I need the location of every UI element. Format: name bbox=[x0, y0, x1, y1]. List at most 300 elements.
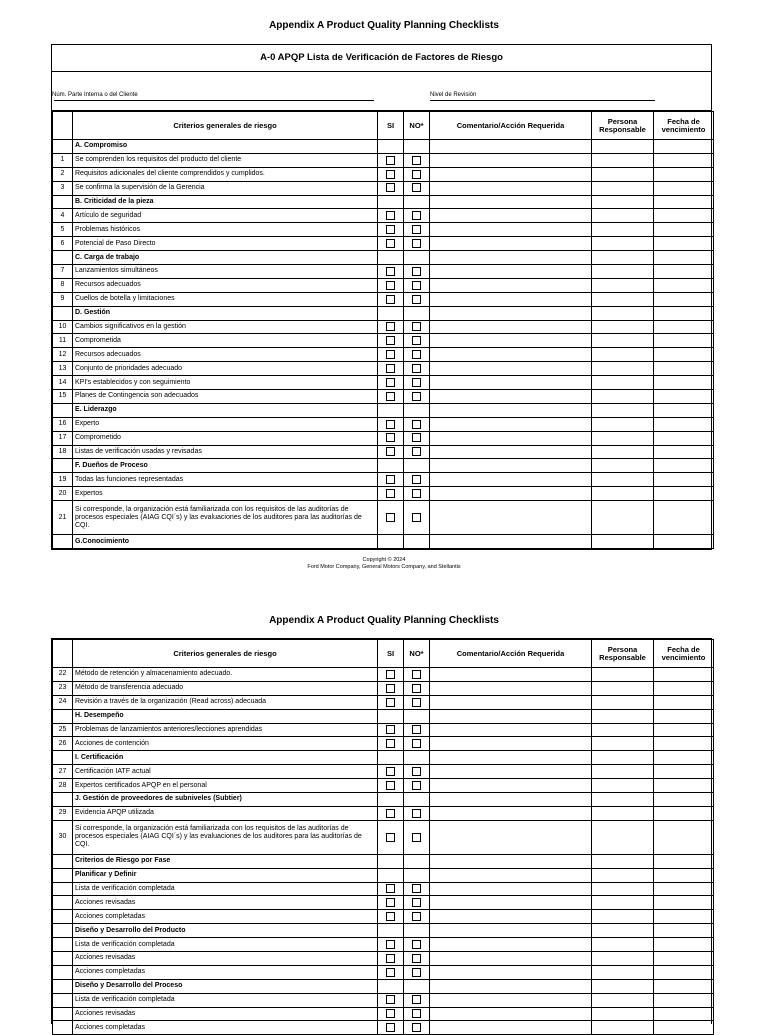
checklist-row bbox=[53, 473, 714, 487]
person-field[interactable] bbox=[592, 668, 654, 682]
si-checkbox[interactable] bbox=[386, 350, 395, 359]
comment-field[interactable] bbox=[430, 681, 592, 695]
row-number: 3 bbox=[53, 181, 73, 195]
due-date-field[interactable] bbox=[654, 320, 714, 334]
person-field[interactable] bbox=[592, 473, 654, 487]
si-checkbox[interactable] bbox=[386, 267, 395, 276]
checklist-row bbox=[53, 209, 714, 223]
section-heading: Diseño y Desarrollo del Producto bbox=[73, 924, 378, 938]
si-cell bbox=[378, 251, 404, 265]
due-cell bbox=[654, 195, 714, 209]
no-checkbox[interactable] bbox=[412, 1009, 421, 1018]
due-date-field[interactable] bbox=[654, 445, 714, 459]
due-date-field[interactable] bbox=[654, 1007, 714, 1021]
no-checkbox[interactable] bbox=[412, 513, 421, 522]
si-cell bbox=[378, 709, 404, 723]
no-cell bbox=[404, 223, 430, 237]
comment-field[interactable] bbox=[430, 779, 592, 793]
si-checkbox[interactable] bbox=[386, 170, 395, 179]
person-field[interactable] bbox=[592, 209, 654, 223]
due-date-field[interactable] bbox=[654, 209, 714, 223]
comment-field[interactable] bbox=[430, 348, 592, 362]
due-date-field[interactable] bbox=[654, 265, 714, 279]
no-checkbox[interactable] bbox=[412, 995, 421, 1004]
comment-field[interactable] bbox=[430, 417, 592, 431]
checklist-row bbox=[53, 237, 714, 251]
person-field[interactable] bbox=[592, 737, 654, 751]
person-field[interactable] bbox=[592, 806, 654, 820]
no-cell bbox=[404, 751, 430, 765]
si-checkbox[interactable] bbox=[386, 239, 395, 248]
comment-field[interactable] bbox=[430, 223, 592, 237]
due-date-field[interactable] bbox=[654, 334, 714, 348]
si-checkbox[interactable] bbox=[386, 767, 395, 776]
due-cell bbox=[654, 979, 714, 993]
criteria-text: Se comprenden los requisitos del producto del cliente bbox=[73, 153, 378, 167]
comment-field[interactable] bbox=[430, 181, 592, 195]
no-checkbox[interactable] bbox=[412, 295, 421, 304]
due-date-field[interactable] bbox=[654, 910, 714, 924]
due-date-field[interactable] bbox=[654, 1021, 714, 1035]
si-cell bbox=[378, 292, 404, 306]
person-field[interactable] bbox=[592, 334, 654, 348]
person-field[interactable] bbox=[592, 882, 654, 896]
si-checkbox[interactable] bbox=[386, 898, 395, 907]
person-field[interactable] bbox=[592, 265, 654, 279]
due-date-field[interactable] bbox=[654, 695, 714, 709]
due-cell bbox=[654, 403, 714, 417]
si-checkbox[interactable] bbox=[386, 884, 395, 893]
person-cell bbox=[592, 793, 654, 807]
no-checkbox[interactable] bbox=[412, 378, 421, 387]
person-field[interactable] bbox=[592, 779, 654, 793]
due-date-field[interactable] bbox=[654, 376, 714, 390]
person-field[interactable] bbox=[592, 993, 654, 1007]
criteria-text: Problemas de lanzamientos anteriores/lecciones aprendidas bbox=[73, 723, 378, 737]
due-date-field[interactable] bbox=[654, 167, 714, 181]
person-cell bbox=[592, 459, 654, 473]
si-checkbox[interactable] bbox=[386, 336, 395, 345]
si-cell bbox=[378, 445, 404, 459]
header-num bbox=[53, 640, 73, 668]
due-cell bbox=[654, 306, 714, 320]
comment-field[interactable] bbox=[430, 896, 592, 910]
si-cell bbox=[378, 751, 404, 765]
comment-field[interactable] bbox=[430, 668, 592, 682]
criteria-text: Recursos adecuados bbox=[73, 278, 378, 292]
si-cell bbox=[378, 209, 404, 223]
form-title: A-0 APQP Lista de Verificación de Factores de Riesgo bbox=[52, 45, 711, 72]
no-checkbox[interactable] bbox=[412, 489, 421, 498]
comment-field[interactable] bbox=[430, 820, 592, 854]
due-date-field[interactable] bbox=[654, 765, 714, 779]
no-checkbox[interactable] bbox=[412, 809, 421, 818]
header-person: Persona Responsable bbox=[592, 640, 654, 668]
header-num bbox=[53, 112, 73, 140]
checklist-row bbox=[53, 487, 714, 501]
si-checkbox[interactable] bbox=[386, 225, 395, 234]
due-date-field[interactable] bbox=[654, 181, 714, 195]
person-field[interactable] bbox=[592, 965, 654, 979]
si-checkbox[interactable] bbox=[386, 183, 395, 192]
person-field[interactable] bbox=[592, 237, 654, 251]
person-field[interactable] bbox=[592, 390, 654, 404]
no-checkbox[interactable] bbox=[412, 884, 421, 893]
no-cell bbox=[404, 320, 430, 334]
person-cell bbox=[592, 306, 654, 320]
due-date-field[interactable] bbox=[654, 681, 714, 695]
no-checkbox[interactable] bbox=[412, 170, 421, 179]
comment-field[interactable] bbox=[430, 765, 592, 779]
no-cell bbox=[404, 854, 430, 868]
no-checkbox[interactable] bbox=[412, 364, 421, 373]
row-number: 20 bbox=[53, 487, 73, 501]
due-date-field[interactable] bbox=[654, 501, 714, 535]
no-checkbox[interactable] bbox=[412, 739, 421, 748]
comment-field[interactable] bbox=[430, 1021, 592, 1035]
no-cell bbox=[404, 723, 430, 737]
si-cell bbox=[378, 181, 404, 195]
no-cell bbox=[404, 910, 430, 924]
due-date-field[interactable] bbox=[654, 965, 714, 979]
no-cell bbox=[404, 681, 430, 695]
no-checkbox[interactable] bbox=[412, 183, 421, 192]
si-cell bbox=[378, 723, 404, 737]
person-field[interactable] bbox=[592, 181, 654, 195]
comment-field[interactable] bbox=[430, 237, 592, 251]
person-field[interactable] bbox=[592, 153, 654, 167]
si-checkbox[interactable] bbox=[386, 725, 395, 734]
comment-field[interactable] bbox=[430, 938, 592, 952]
si-cell bbox=[378, 390, 404, 404]
no-cell bbox=[404, 868, 430, 882]
due-date-field[interactable] bbox=[654, 779, 714, 793]
comment-field[interactable] bbox=[430, 292, 592, 306]
checklist-row bbox=[53, 952, 714, 966]
person-field[interactable] bbox=[592, 501, 654, 535]
person-field[interactable] bbox=[592, 417, 654, 431]
comment-field[interactable] bbox=[430, 806, 592, 820]
comment-field[interactable] bbox=[430, 265, 592, 279]
checklist-row bbox=[53, 765, 714, 779]
no-checkbox[interactable] bbox=[412, 433, 421, 442]
row-number bbox=[53, 459, 73, 473]
row-number bbox=[53, 403, 73, 417]
si-cell bbox=[378, 965, 404, 979]
due-date-field[interactable] bbox=[654, 278, 714, 292]
comment-field[interactable] bbox=[430, 334, 592, 348]
si-checkbox[interactable] bbox=[386, 156, 395, 165]
criteria-text: Revisión a través de la organización (Read across) adecuada bbox=[73, 695, 378, 709]
due-date-field[interactable] bbox=[654, 820, 714, 854]
header-si: SI bbox=[378, 112, 404, 140]
criteria-text: Lanzamientos simultáneos bbox=[73, 265, 378, 279]
si-checkbox[interactable] bbox=[386, 912, 395, 921]
no-checkbox[interactable] bbox=[412, 940, 421, 949]
comment-cell bbox=[430, 306, 592, 320]
part-number-field[interactable] bbox=[54, 100, 374, 101]
due-date-field[interactable] bbox=[654, 993, 714, 1007]
section-row bbox=[53, 751, 714, 765]
comment-field[interactable] bbox=[430, 320, 592, 334]
row-number bbox=[53, 854, 73, 868]
no-checkbox[interactable] bbox=[412, 475, 421, 484]
comment-field[interactable] bbox=[430, 376, 592, 390]
section-row bbox=[53, 251, 714, 265]
si-cell bbox=[378, 473, 404, 487]
due-date-field[interactable] bbox=[654, 153, 714, 167]
si-checkbox[interactable] bbox=[386, 489, 395, 498]
person-field[interactable] bbox=[592, 487, 654, 501]
person-cell bbox=[592, 979, 654, 993]
si-checkbox[interactable] bbox=[386, 211, 395, 220]
no-checkbox[interactable] bbox=[412, 954, 421, 963]
no-checkbox[interactable] bbox=[412, 670, 421, 679]
due-date-field[interactable] bbox=[654, 487, 714, 501]
comment-field[interactable] bbox=[430, 737, 592, 751]
criteria-text: Si corresponde, la organización está familiarizada con los requisitos de las auditorías de procesos especiales (AIAG CQI´s) y las evaluaciones de los auditores para las auditorías de CQI. bbox=[73, 501, 378, 535]
no-checkbox[interactable] bbox=[412, 968, 421, 977]
comment-field[interactable] bbox=[430, 723, 592, 737]
criteria-text: Acciones completadas bbox=[73, 965, 378, 979]
no-checkbox[interactable] bbox=[412, 1023, 421, 1032]
row-number: 26 bbox=[53, 737, 73, 751]
row-number bbox=[53, 251, 73, 265]
due-date-field[interactable] bbox=[654, 896, 714, 910]
due-date-field[interactable] bbox=[654, 668, 714, 682]
si-cell bbox=[378, 910, 404, 924]
no-cell bbox=[404, 403, 430, 417]
si-checkbox[interactable] bbox=[386, 364, 395, 373]
due-date-field[interactable] bbox=[654, 362, 714, 376]
person-field[interactable] bbox=[592, 223, 654, 237]
person-field[interactable] bbox=[592, 910, 654, 924]
si-checkbox[interactable] bbox=[386, 1009, 395, 1018]
no-cell bbox=[404, 965, 430, 979]
si-checkbox[interactable] bbox=[386, 475, 395, 484]
si-checkbox[interactable] bbox=[386, 781, 395, 790]
row-number: 27 bbox=[53, 765, 73, 779]
no-checkbox[interactable] bbox=[412, 698, 421, 707]
due-date-field[interactable] bbox=[654, 292, 714, 306]
si-checkbox[interactable] bbox=[386, 513, 395, 522]
comment-field[interactable] bbox=[430, 473, 592, 487]
person-cell bbox=[592, 535, 654, 549]
si-checkbox[interactable] bbox=[386, 739, 395, 748]
comment-field[interactable] bbox=[430, 278, 592, 292]
due-date-field[interactable] bbox=[654, 223, 714, 237]
comment-field[interactable] bbox=[430, 153, 592, 167]
due-date-field[interactable] bbox=[654, 390, 714, 404]
comment-field[interactable] bbox=[430, 209, 592, 223]
no-checkbox[interactable] bbox=[412, 420, 421, 429]
no-checkbox[interactable] bbox=[412, 350, 421, 359]
comment-field[interactable] bbox=[430, 993, 592, 1007]
criteria-text: Comprometido bbox=[73, 431, 378, 445]
comment-cell bbox=[430, 854, 592, 868]
comment-field[interactable] bbox=[430, 952, 592, 966]
si-checkbox[interactable] bbox=[386, 698, 395, 707]
comment-field[interactable] bbox=[430, 445, 592, 459]
si-checkbox[interactable] bbox=[386, 378, 395, 387]
no-cell bbox=[404, 535, 430, 549]
si-checkbox[interactable] bbox=[386, 433, 395, 442]
si-checkbox[interactable] bbox=[386, 420, 395, 429]
no-checkbox[interactable] bbox=[412, 225, 421, 234]
comment-field[interactable] bbox=[430, 501, 592, 535]
no-checkbox[interactable] bbox=[412, 912, 421, 921]
si-cell bbox=[378, 459, 404, 473]
no-cell bbox=[404, 153, 430, 167]
due-date-field[interactable] bbox=[654, 882, 714, 896]
criteria-text: Artículo de seguridad bbox=[73, 209, 378, 223]
no-cell bbox=[404, 668, 430, 682]
due-cell bbox=[654, 793, 714, 807]
comment-field[interactable] bbox=[430, 487, 592, 501]
header-no: NO* bbox=[404, 112, 430, 140]
comment-field[interactable] bbox=[430, 431, 592, 445]
si-checkbox[interactable] bbox=[386, 295, 395, 304]
comment-field[interactable] bbox=[430, 167, 592, 181]
row-number bbox=[53, 938, 73, 952]
due-cell bbox=[654, 854, 714, 868]
due-date-field[interactable] bbox=[654, 473, 714, 487]
checklist-row bbox=[53, 723, 714, 737]
due-cell bbox=[654, 751, 714, 765]
checklist-row bbox=[53, 348, 714, 362]
criteria-text: Acciones revisadas bbox=[73, 952, 378, 966]
row-number bbox=[53, 751, 73, 765]
person-field[interactable] bbox=[592, 167, 654, 181]
si-cell bbox=[378, 431, 404, 445]
no-checkbox[interactable] bbox=[412, 725, 421, 734]
si-checkbox[interactable] bbox=[386, 447, 395, 456]
due-date-field[interactable] bbox=[654, 952, 714, 966]
no-cell bbox=[404, 882, 430, 896]
comment-field[interactable] bbox=[430, 882, 592, 896]
person-field[interactable] bbox=[592, 362, 654, 376]
revision-field[interactable] bbox=[430, 100, 655, 101]
row-number bbox=[53, 195, 73, 209]
person-field[interactable] bbox=[592, 938, 654, 952]
no-checkbox[interactable] bbox=[412, 392, 421, 401]
si-checkbox[interactable] bbox=[386, 684, 395, 693]
header-si: SI bbox=[378, 640, 404, 668]
no-cell bbox=[404, 140, 430, 154]
comment-field[interactable] bbox=[430, 910, 592, 924]
criteria-text: Cambios significativos en la gestión bbox=[73, 320, 378, 334]
person-field[interactable] bbox=[592, 292, 654, 306]
person-field[interactable] bbox=[592, 445, 654, 459]
no-cell bbox=[404, 306, 430, 320]
si-cell bbox=[378, 979, 404, 993]
person-field[interactable] bbox=[592, 1007, 654, 1021]
person-field[interactable] bbox=[592, 376, 654, 390]
person-field[interactable] bbox=[592, 681, 654, 695]
si-checkbox[interactable] bbox=[386, 1023, 395, 1032]
person-field[interactable] bbox=[592, 765, 654, 779]
si-cell bbox=[378, 1021, 404, 1035]
no-cell bbox=[404, 709, 430, 723]
due-date-field[interactable] bbox=[654, 417, 714, 431]
page-title-2: Appendix A Product Quality Planning Checklists bbox=[269, 615, 499, 626]
si-checkbox[interactable] bbox=[386, 968, 395, 977]
si-cell bbox=[378, 854, 404, 868]
no-checkbox[interactable] bbox=[412, 239, 421, 248]
person-field[interactable] bbox=[592, 278, 654, 292]
comment-field[interactable] bbox=[430, 965, 592, 979]
comment-field[interactable] bbox=[430, 695, 592, 709]
person-field[interactable] bbox=[592, 348, 654, 362]
no-checkbox[interactable] bbox=[412, 322, 421, 331]
criteria-text: Acciones de contención bbox=[73, 737, 378, 751]
row-number: 14 bbox=[53, 376, 73, 390]
no-checkbox[interactable] bbox=[412, 767, 421, 776]
checklist-row bbox=[53, 334, 714, 348]
criteria-text: Lista de verificación completada bbox=[73, 938, 378, 952]
person-field[interactable] bbox=[592, 820, 654, 854]
row-number: 22 bbox=[53, 668, 73, 682]
checklist-row bbox=[53, 292, 714, 306]
person-field[interactable] bbox=[592, 1021, 654, 1035]
person-field[interactable] bbox=[592, 896, 654, 910]
due-date-field[interactable] bbox=[654, 723, 714, 737]
si-checkbox[interactable] bbox=[386, 281, 395, 290]
due-date-field[interactable] bbox=[654, 348, 714, 362]
si-checkbox[interactable] bbox=[386, 995, 395, 1004]
due-date-field[interactable] bbox=[654, 938, 714, 952]
due-date-field[interactable] bbox=[654, 431, 714, 445]
si-cell bbox=[378, 882, 404, 896]
due-cell bbox=[654, 535, 714, 549]
si-checkbox[interactable] bbox=[386, 809, 395, 818]
person-field[interactable] bbox=[592, 431, 654, 445]
no-cell bbox=[404, 181, 430, 195]
person-field[interactable] bbox=[592, 695, 654, 709]
no-checkbox[interactable] bbox=[412, 267, 421, 276]
no-checkbox[interactable] bbox=[412, 211, 421, 220]
checklist-row bbox=[53, 965, 714, 979]
si-checkbox[interactable] bbox=[386, 670, 395, 679]
no-checkbox[interactable] bbox=[412, 156, 421, 165]
no-checkbox[interactable] bbox=[412, 281, 421, 290]
comment-field[interactable] bbox=[430, 362, 592, 376]
no-checkbox[interactable] bbox=[412, 833, 421, 842]
comment-field[interactable] bbox=[430, 390, 592, 404]
no-checkbox[interactable] bbox=[412, 684, 421, 693]
person-field[interactable] bbox=[592, 320, 654, 334]
person-field[interactable] bbox=[592, 723, 654, 737]
si-checkbox[interactable] bbox=[386, 954, 395, 963]
si-checkbox[interactable] bbox=[386, 940, 395, 949]
no-checkbox[interactable] bbox=[412, 336, 421, 345]
comment-field[interactable] bbox=[430, 1007, 592, 1021]
no-checkbox[interactable] bbox=[412, 447, 421, 456]
si-checkbox[interactable] bbox=[386, 322, 395, 331]
row-number bbox=[53, 882, 73, 896]
due-date-field[interactable] bbox=[654, 806, 714, 820]
due-date-field[interactable] bbox=[654, 237, 714, 251]
person-field[interactable] bbox=[592, 952, 654, 966]
si-checkbox[interactable] bbox=[386, 392, 395, 401]
no-checkbox[interactable] bbox=[412, 898, 421, 907]
due-date-field[interactable] bbox=[654, 737, 714, 751]
person-cell bbox=[592, 195, 654, 209]
si-checkbox[interactable] bbox=[386, 833, 395, 842]
no-checkbox[interactable] bbox=[412, 781, 421, 790]
row-number: 28 bbox=[53, 779, 73, 793]
row-number bbox=[53, 793, 73, 807]
